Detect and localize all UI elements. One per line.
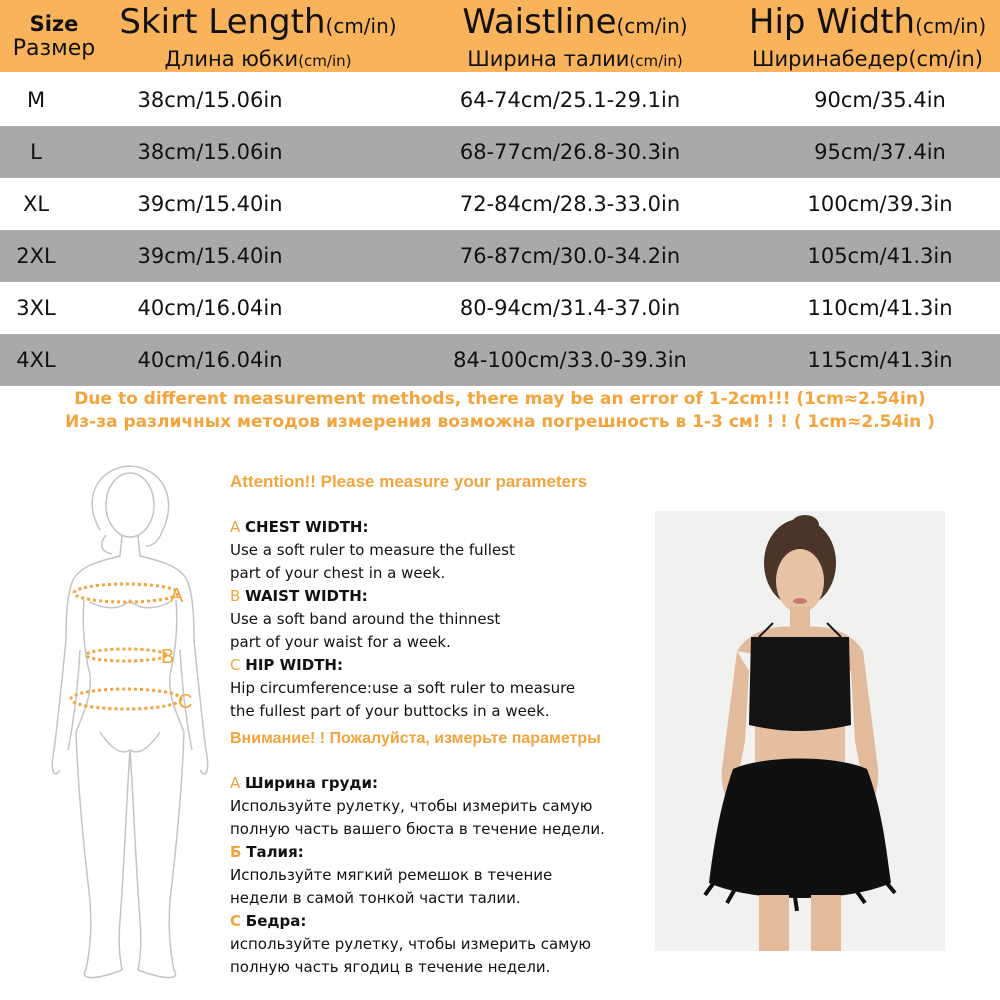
header-length-title-ru: Длина юбки bbox=[164, 47, 299, 71]
waist-ru-label: Талия: bbox=[246, 843, 304, 861]
cell-size: 4XL bbox=[16, 348, 56, 372]
cell-length: 40cm/16.04in bbox=[137, 296, 283, 320]
header-length-label bbox=[118, 1, 398, 47]
chest-width-instructions-ru bbox=[230, 772, 650, 979]
header-hip-width bbox=[735, 0, 1000, 72]
hip-ru-heading bbox=[230, 910, 650, 933]
hip-ru-letter: С bbox=[230, 912, 242, 930]
chest-ru-text-1: Используйте рулетку, чтобы измерить самую bbox=[230, 797, 593, 815]
table-row bbox=[0, 178, 1000, 230]
waist-ru-text-1: Используйте мягкий ремешок в течение bbox=[230, 866, 553, 884]
waist-width-heading bbox=[230, 585, 650, 608]
header-size bbox=[0, 0, 108, 72]
header-size-label-ru: Размер bbox=[12, 36, 96, 61]
table-row bbox=[0, 282, 1000, 334]
header-size-label: Size bbox=[29, 12, 79, 36]
body-measurement-figure bbox=[40, 450, 220, 990]
header-waist-unit: (cm/in) bbox=[616, 14, 688, 38]
waist-line-b bbox=[86, 649, 166, 661]
cell-hip: 95cm/37.4in bbox=[814, 140, 946, 164]
cell-waist: 80-94cm/31.4-37.0in bbox=[459, 296, 681, 320]
header-hip-unit: (cm/in) bbox=[915, 14, 987, 38]
cell-length: 40cm/16.04in bbox=[137, 348, 283, 372]
header-waist-label-ru bbox=[430, 47, 720, 73]
hip-width-heading bbox=[230, 654, 650, 677]
header-waistline bbox=[430, 0, 720, 72]
hip-ru-text-2: полную часть ягодиц в течение недели. bbox=[230, 958, 551, 976]
header-hip-label bbox=[735, 1, 1000, 47]
size-table-header bbox=[0, 0, 1000, 72]
hip-text-1: Hip circumference:use a soft ruler to measure bbox=[230, 679, 576, 697]
waist-text-2: part of your waist for a week. bbox=[230, 633, 451, 651]
chest-ru-letter: A bbox=[230, 774, 241, 792]
header-waist-title: Waistline bbox=[462, 2, 617, 42]
cell-size: 3XL bbox=[16, 296, 56, 320]
cell-size: L bbox=[30, 140, 42, 164]
attention-heading-en: Attention!! Please measure your parameters bbox=[230, 472, 588, 491]
hip-label: HIP WIDTH: bbox=[245, 656, 343, 674]
chest-line-a bbox=[74, 584, 178, 602]
chest-text-1: Use a soft ruler to measure the fullest bbox=[230, 541, 515, 559]
chest-text-2: part of your chest in a week. bbox=[230, 564, 446, 582]
waist-ru-heading bbox=[230, 841, 650, 864]
hip-text-2: the fullest part of your buttocks in a week. bbox=[230, 702, 550, 720]
hip-ru-text-1: используйте рулетку, чтобы измерить самую bbox=[230, 935, 591, 953]
chest-ru-label: Ширина груди: bbox=[245, 774, 379, 792]
waist-text-1: Use a soft band around the thinnest bbox=[230, 610, 501, 628]
cell-waist: 68-77cm/26.8-30.3in bbox=[459, 140, 681, 164]
product-photo bbox=[655, 511, 945, 951]
cell-size: 2XL bbox=[16, 244, 56, 268]
header-length-title: Skirt Length bbox=[119, 2, 326, 42]
body-outline bbox=[52, 466, 207, 978]
cell-hip: 115cm/41.3in bbox=[807, 348, 953, 372]
cell-waist: 64-74cm/25.1-29.1in bbox=[459, 88, 681, 112]
cell-length: 38cm/15.06in bbox=[137, 88, 283, 112]
chest-label: CHEST WIDTH: bbox=[245, 518, 369, 536]
measurement-notice-ru: Из-за различных методов измерения возможна погрешность в 1-3 см! ! ! ( 1cm≈2.54in ) bbox=[65, 412, 935, 432]
model-wearing-feather-skirt-icon bbox=[655, 511, 945, 951]
hip-ru-label: Бедра: bbox=[245, 912, 307, 930]
table-row bbox=[0, 230, 1000, 282]
cell-waist: 72-84cm/28.3-33.0in bbox=[459, 192, 681, 216]
cell-hip: 100cm/39.3in bbox=[807, 192, 953, 216]
cell-length: 39cm/15.40in bbox=[137, 192, 283, 216]
cell-waist: 76-87cm/30.0-34.2in bbox=[459, 244, 681, 268]
chest-ru-text-2: полную часть вашего бюста в течение недели. bbox=[230, 820, 605, 838]
table-row bbox=[0, 74, 1000, 126]
cell-size: M bbox=[26, 88, 46, 112]
header-hip-label-ru: Ширинабедер(cm/in) bbox=[752, 47, 983, 71]
header-waist-title-ru: Ширина талии bbox=[467, 47, 630, 71]
marker-a: A bbox=[170, 585, 184, 607]
cell-hip: 110cm/41.3in bbox=[807, 296, 953, 320]
marker-c: C bbox=[178, 691, 193, 713]
marker-b: B bbox=[161, 646, 175, 668]
cell-hip: 105cm/41.3in bbox=[807, 244, 953, 268]
cell-hip: 90cm/35.4in bbox=[814, 88, 946, 112]
attention-heading-ru: Внимание! ! Пожалуйста, измерьте параметры bbox=[230, 730, 601, 747]
cell-waist: 84-100cm/33.0-39.3in bbox=[453, 348, 687, 372]
hip-letter: C bbox=[230, 656, 241, 674]
header-waist-label bbox=[430, 1, 720, 47]
header-hip-title: Hip Width bbox=[748, 2, 916, 42]
chest-width-heading bbox=[230, 516, 650, 539]
waist-label: WAIST WIDTH: bbox=[245, 587, 368, 605]
header-skirt-length bbox=[118, 0, 398, 72]
chest-ru-heading bbox=[230, 772, 650, 795]
table-row bbox=[0, 334, 1000, 386]
waist-ru-letter: Б bbox=[230, 843, 242, 861]
measurement-notice-en: Due to different measurement methods, there may be an error of 1-2cm!!! (1cm≈2.54in) bbox=[74, 389, 926, 409]
waist-letter: B bbox=[230, 587, 241, 605]
waist-ru-text-2: недели в самой тонкой части талии. bbox=[230, 889, 521, 907]
header-length-unit-ru: (cm/in) bbox=[298, 52, 352, 70]
cell-length: 39cm/15.40in bbox=[137, 244, 283, 268]
table-row bbox=[0, 126, 1000, 178]
chest-width-instructions bbox=[230, 516, 650, 723]
header-length-label-ru bbox=[118, 47, 398, 73]
header-length-unit: (cm/in) bbox=[325, 14, 397, 38]
chest-letter: A bbox=[230, 518, 241, 536]
cell-length: 38cm/15.06in bbox=[137, 140, 283, 164]
header-waist-unit-ru: (cm/in) bbox=[629, 52, 683, 70]
cell-size: XL bbox=[22, 192, 50, 216]
